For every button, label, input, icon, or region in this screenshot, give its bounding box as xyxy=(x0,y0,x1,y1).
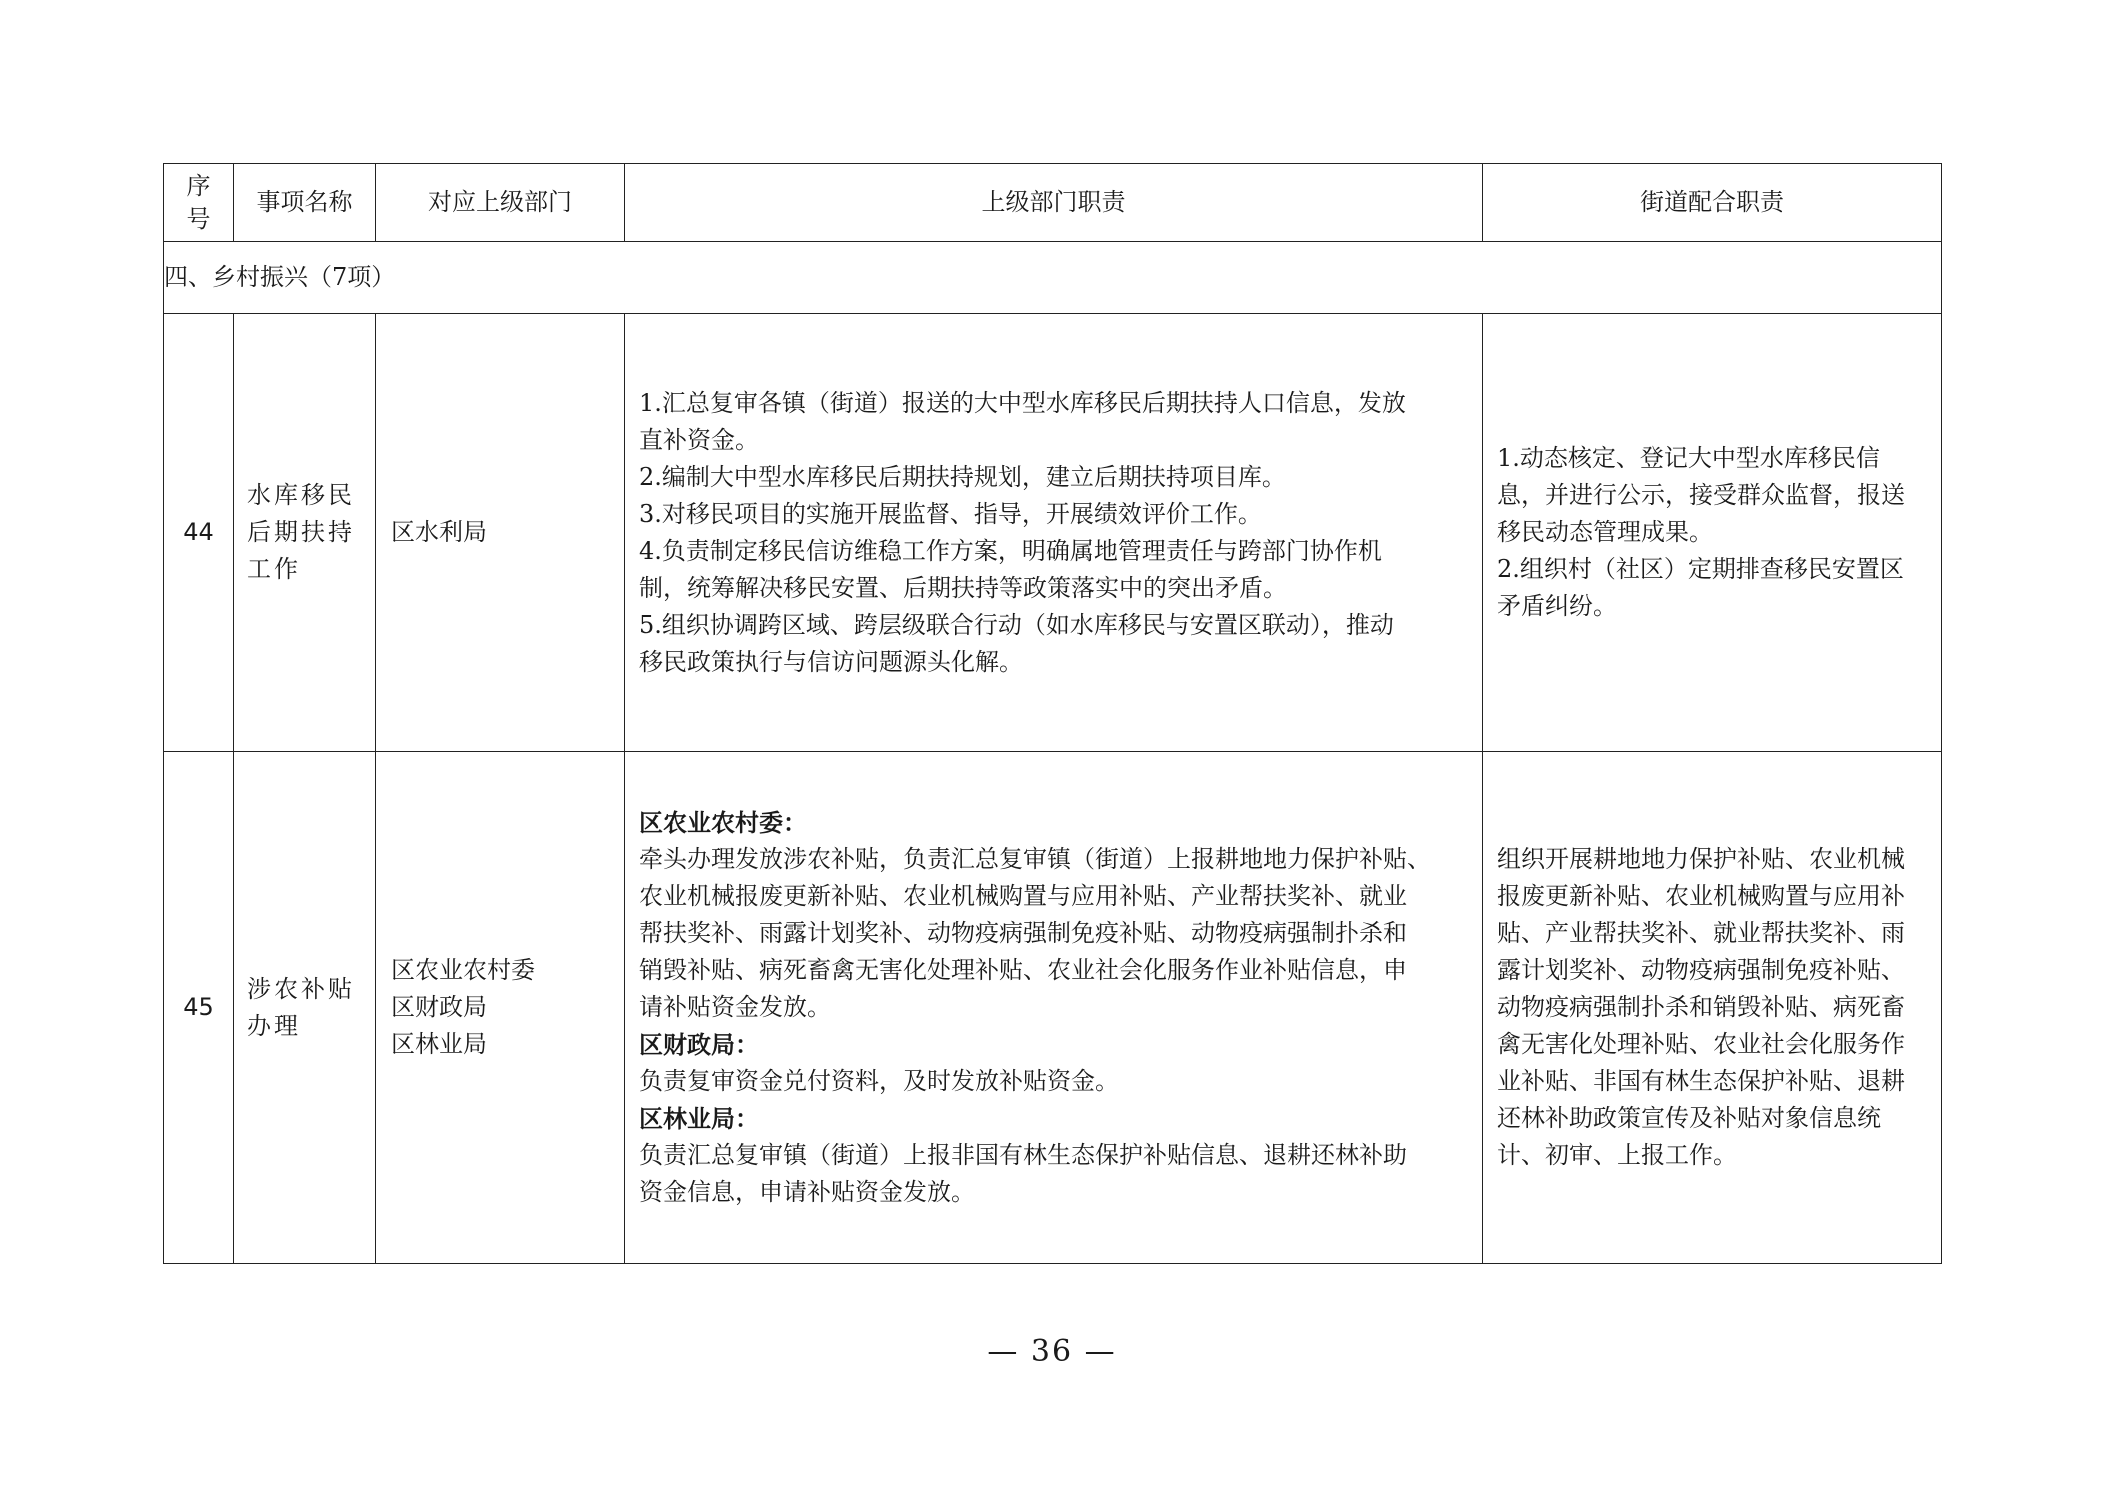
table-row xyxy=(164,752,1942,1264)
header-seq-line: 号 xyxy=(186,204,211,233)
duty-line: 制，统筹解决移民安置、后期扶持等政策落实中的突出矛盾。 xyxy=(639,573,1287,602)
duty-line: 负责汇总复审镇（街道）上报非国有林生态保护补贴信息、退耕还林补助 xyxy=(639,1141,1407,1169)
item-name-line: 涉农补贴 xyxy=(247,974,355,1003)
header-seq-line: 序 xyxy=(186,171,211,200)
header-item-name: 事项名称 xyxy=(234,164,376,242)
coop-line: 还林补助政策宣传及补贴对象信息统 xyxy=(1497,1104,1881,1132)
duty-table xyxy=(163,163,1942,1264)
upper-duty xyxy=(625,314,1483,752)
duty-line: 4.负责制定移民信访维稳工作方案，明确属地管理责任与跨部门协作机 xyxy=(639,536,1382,565)
dept-line: 区林业局 xyxy=(391,1030,487,1058)
header-upper-duty: 上级部门职责 xyxy=(625,164,1483,242)
coop-line: 计、初审、上报工作。 xyxy=(1497,1141,1737,1169)
coop-line: 2.组织村（社区）定期排查移民安置区 xyxy=(1497,555,1904,583)
duty-line: 3.对移民项目的实施开展监督、指导，开展绩效评价工作。 xyxy=(639,499,1262,528)
coop-line: 矛盾纠纷。 xyxy=(1497,592,1617,620)
row-number: 45 xyxy=(164,752,234,1264)
header-upper-dept: 对应上级部门 xyxy=(376,164,625,242)
dept-line: 区水利局 xyxy=(391,518,487,546)
upper-dept xyxy=(376,314,625,752)
row-number: 44 xyxy=(164,314,234,752)
dept-line: 区农业农村委 xyxy=(391,956,535,984)
duty-line: 资金信息，申请补贴资金发放。 xyxy=(639,1178,975,1206)
duty-line: 直补资金。 xyxy=(639,425,759,454)
section-title: 四、乡村振兴（7项） xyxy=(164,242,1942,314)
duty-line: 2.编制大中型水库移民后期扶持规划，建立后期扶持项目库。 xyxy=(639,462,1286,491)
table-row xyxy=(164,314,1942,752)
coop-line: 业补贴、非国有林生态保护补贴、退耕 xyxy=(1497,1067,1905,1095)
coop-line: 贴、产业帮扶奖补、就业帮扶奖补、雨 xyxy=(1497,919,1905,947)
item-name-line: 工作 xyxy=(247,555,301,583)
duty-line: 移民政策执行与信访问题源头化解。 xyxy=(639,647,1023,676)
coop-line: 报废更新补贴、农业机械购置与应用补 xyxy=(1497,882,1905,910)
street-duty xyxy=(1483,752,1942,1264)
duty-heading: 区林业局： xyxy=(639,1104,759,1133)
coop-line: 组织开展耕地地力保护补贴、农业机械 xyxy=(1497,845,1905,873)
item-name xyxy=(234,314,376,752)
duty-line: 5.组织协调跨区域、跨层级联合行动（如水库移民与安置区联动），推动 xyxy=(639,610,1394,639)
coop-line: 禽无害化处理补贴、农业社会化服务作 xyxy=(1497,1030,1905,1058)
upper-dept xyxy=(376,752,625,1264)
header-seq xyxy=(164,164,234,242)
coop-line: 1.动态核定、登记大中型水库移民信 xyxy=(1497,444,1880,472)
duty-line: 农业机械报废更新补贴、农业机械购置与应用补贴、产业帮扶奖补、就业 xyxy=(639,882,1407,910)
coop-line: 动物疫病强制扑杀和销毁补贴、病死畜 xyxy=(1497,993,1905,1021)
duty-heading: 区财政局： xyxy=(639,1030,759,1059)
duty-line: 1.汇总复审各镇（街道）报送的大中型水库移民后期扶持人口信息，发放 xyxy=(639,388,1406,417)
duty-line: 请补贴资金发放。 xyxy=(639,993,831,1021)
duty-line: 牵头办理发放涉农补贴，负责汇总复审镇（街道）上报耕地地力保护补贴、 xyxy=(639,845,1431,873)
item-name-line: 水库移民 xyxy=(247,481,355,509)
upper-duty xyxy=(625,752,1483,1264)
table-header-row xyxy=(164,164,1942,242)
dept-line: 区财政局 xyxy=(391,993,487,1021)
item-name xyxy=(234,752,376,1264)
section-row xyxy=(164,242,1942,314)
header-street-duty: 街道配合职责 xyxy=(1483,164,1942,242)
item-name-line: 后期扶持 xyxy=(247,518,355,546)
duty-line: 帮扶奖补、雨露计划奖补、动物疫病强制免疫补贴、动物疫病强制扑杀和 xyxy=(639,919,1407,947)
coop-line: 移民动态管理成果。 xyxy=(1497,518,1713,546)
duty-heading: 区农业农村委： xyxy=(639,808,807,837)
duty-line: 负责复审资金兑付资料，及时发放补贴资金。 xyxy=(639,1067,1119,1095)
item-name-line: 办理 xyxy=(247,1011,301,1040)
street-duty xyxy=(1483,314,1942,752)
page-number: — 36 — xyxy=(987,1334,1117,1369)
duty-line: 销毁补贴、病死畜禽无害化处理补贴、农业社会化服务作业补贴信息，申 xyxy=(639,956,1407,984)
coop-line: 息，并进行公示，接受群众监督，报送 xyxy=(1497,481,1905,509)
coop-line: 露计划奖补、动物疫病强制免疫补贴、 xyxy=(1497,956,1905,984)
